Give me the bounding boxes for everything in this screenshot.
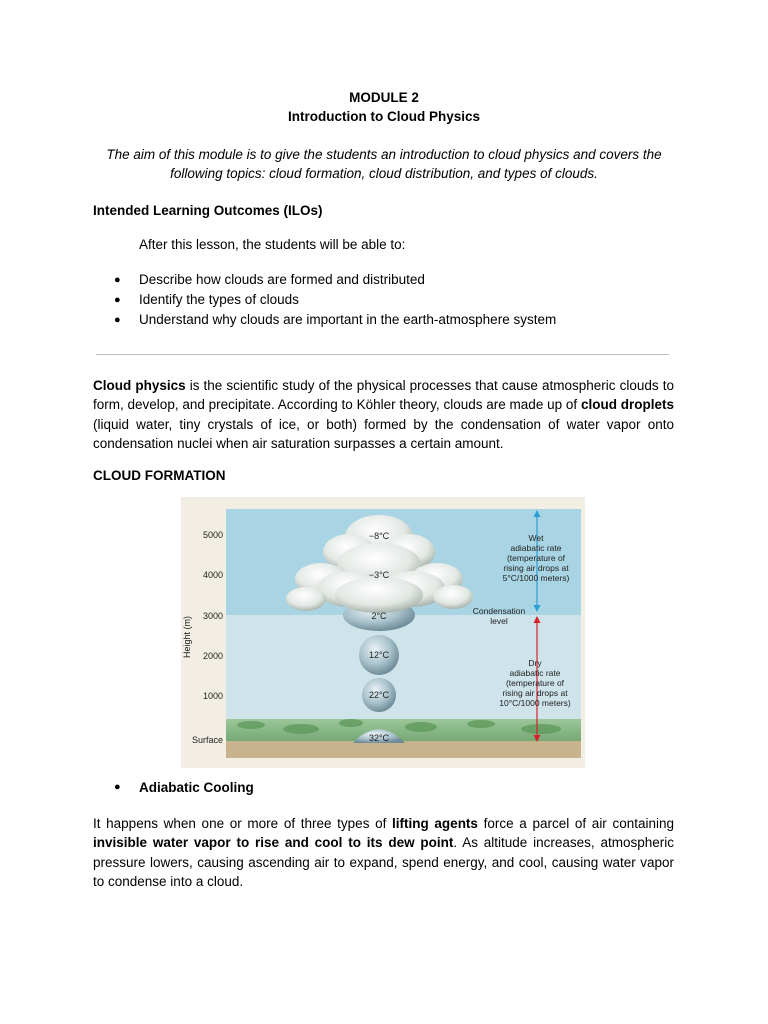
module-title: Introduction to Cloud Physics — [288, 109, 480, 124]
temp-label-2000: 12°C — [368, 650, 390, 660]
list-item: ● Identify the types of clouds — [93, 290, 556, 310]
dry-label-line: 10°C/1000 meters) — [499, 698, 571, 708]
cloud-formation-figure — [181, 497, 585, 768]
term-lifting-agents: lifting agents — [392, 816, 478, 831]
temp-label-1000: 22°C — [368, 690, 390, 700]
term-dew-point: invisible water vapor to rise and cool to its dew point — [93, 835, 454, 851]
condensation-label-line: Condensation — [472, 606, 526, 616]
ground-surface — [226, 741, 581, 758]
temp-label-4000: −3°C — [368, 570, 390, 580]
ilo-list — [93, 270, 556, 330]
adiabatic-cooling-heading: Adiabatic Cooling — [139, 780, 254, 795]
dry-label-line: Dry — [528, 658, 542, 668]
intro-text-2: (liquid water, tiny crystals of ice, or both) formed by the condensation of water vapor onto condensation nuclei when air saturation surpasses a certain amount. — [93, 416, 674, 451]
term-cloud-physics: Cloud physics — [93, 378, 186, 393]
horizontal-divider — [96, 354, 669, 355]
para-text-1: It happens when one or more of three types of — [93, 816, 393, 831]
module-header — [0, 88, 768, 126]
para-text-3: . As altitude increases, atmospheric pressure lowers, causing ascending air to expand, spend energy, and cool, causing water vapor to condense into a cloud. — [93, 835, 674, 889]
tick-label-3000: 3000 — [202, 611, 223, 621]
aim-statement: The aim of this module is to give the students an introduction to cloud physics and covers the following topics: cloud formation, cloud distribution, and types of clouds. — [106, 147, 662, 181]
tick-label-4000: 4000 — [202, 570, 223, 580]
temp-label-5000: −8°C — [368, 531, 390, 541]
cloud-formation-heading: CLOUD FORMATION — [93, 468, 226, 483]
term-cloud-droplets: cloud droplets — [580, 397, 674, 413]
bullet-dot: ● — [114, 781, 121, 793]
wet-label-line: 5°C/1000 meters) — [502, 573, 570, 583]
module-number: MODULE 2 — [349, 90, 419, 105]
list-item: ● Understand why clouds are important in the earth-atmosphere system — [93, 310, 556, 330]
dry-label-line: (temperature of — [505, 678, 565, 688]
list-item: ● Describe how clouds are formed and distributed — [93, 270, 556, 290]
wet-label-line: Wet — [528, 533, 544, 543]
cloud-formation-diagram — [181, 497, 585, 768]
condensation-label-line: level — [490, 616, 508, 626]
dry-label-line: rising air drops at — [502, 688, 568, 698]
adiabatic-cooling-paragraph — [93, 814, 674, 891]
intro-paragraph — [93, 376, 674, 453]
para-text-2: force a parcel of air containing — [477, 816, 675, 831]
tick-label-1000: 1000 — [202, 691, 223, 701]
y-axis-label: Height (m) — [182, 615, 192, 659]
dry-label-line: adiabatic rate — [509, 668, 561, 678]
intro-text-1: is the scientific study of the physical processes that cause atmospheric clouds to form, develop, and precipitate. According to Köhler theory, clouds are made up of — [93, 378, 674, 413]
wet-label-line: adiabatic rate — [510, 543, 562, 553]
wet-label-line: (temperature of — [506, 553, 566, 563]
tick-label-surface: Surface — [191, 735, 223, 745]
ilo-intro: After this lesson, the students will be able to: — [139, 237, 406, 252]
tick-label-2000: 2000 — [202, 651, 223, 661]
temp-label-3000: 2°C — [371, 611, 387, 621]
temp-label-surface: 32°C — [368, 733, 390, 743]
wet-label-line: rising air drops at — [503, 563, 569, 573]
tick-label-5000: 5000 — [202, 530, 223, 540]
ilo-heading: Intended Learning Outcomes (ILOs) — [93, 203, 323, 218]
